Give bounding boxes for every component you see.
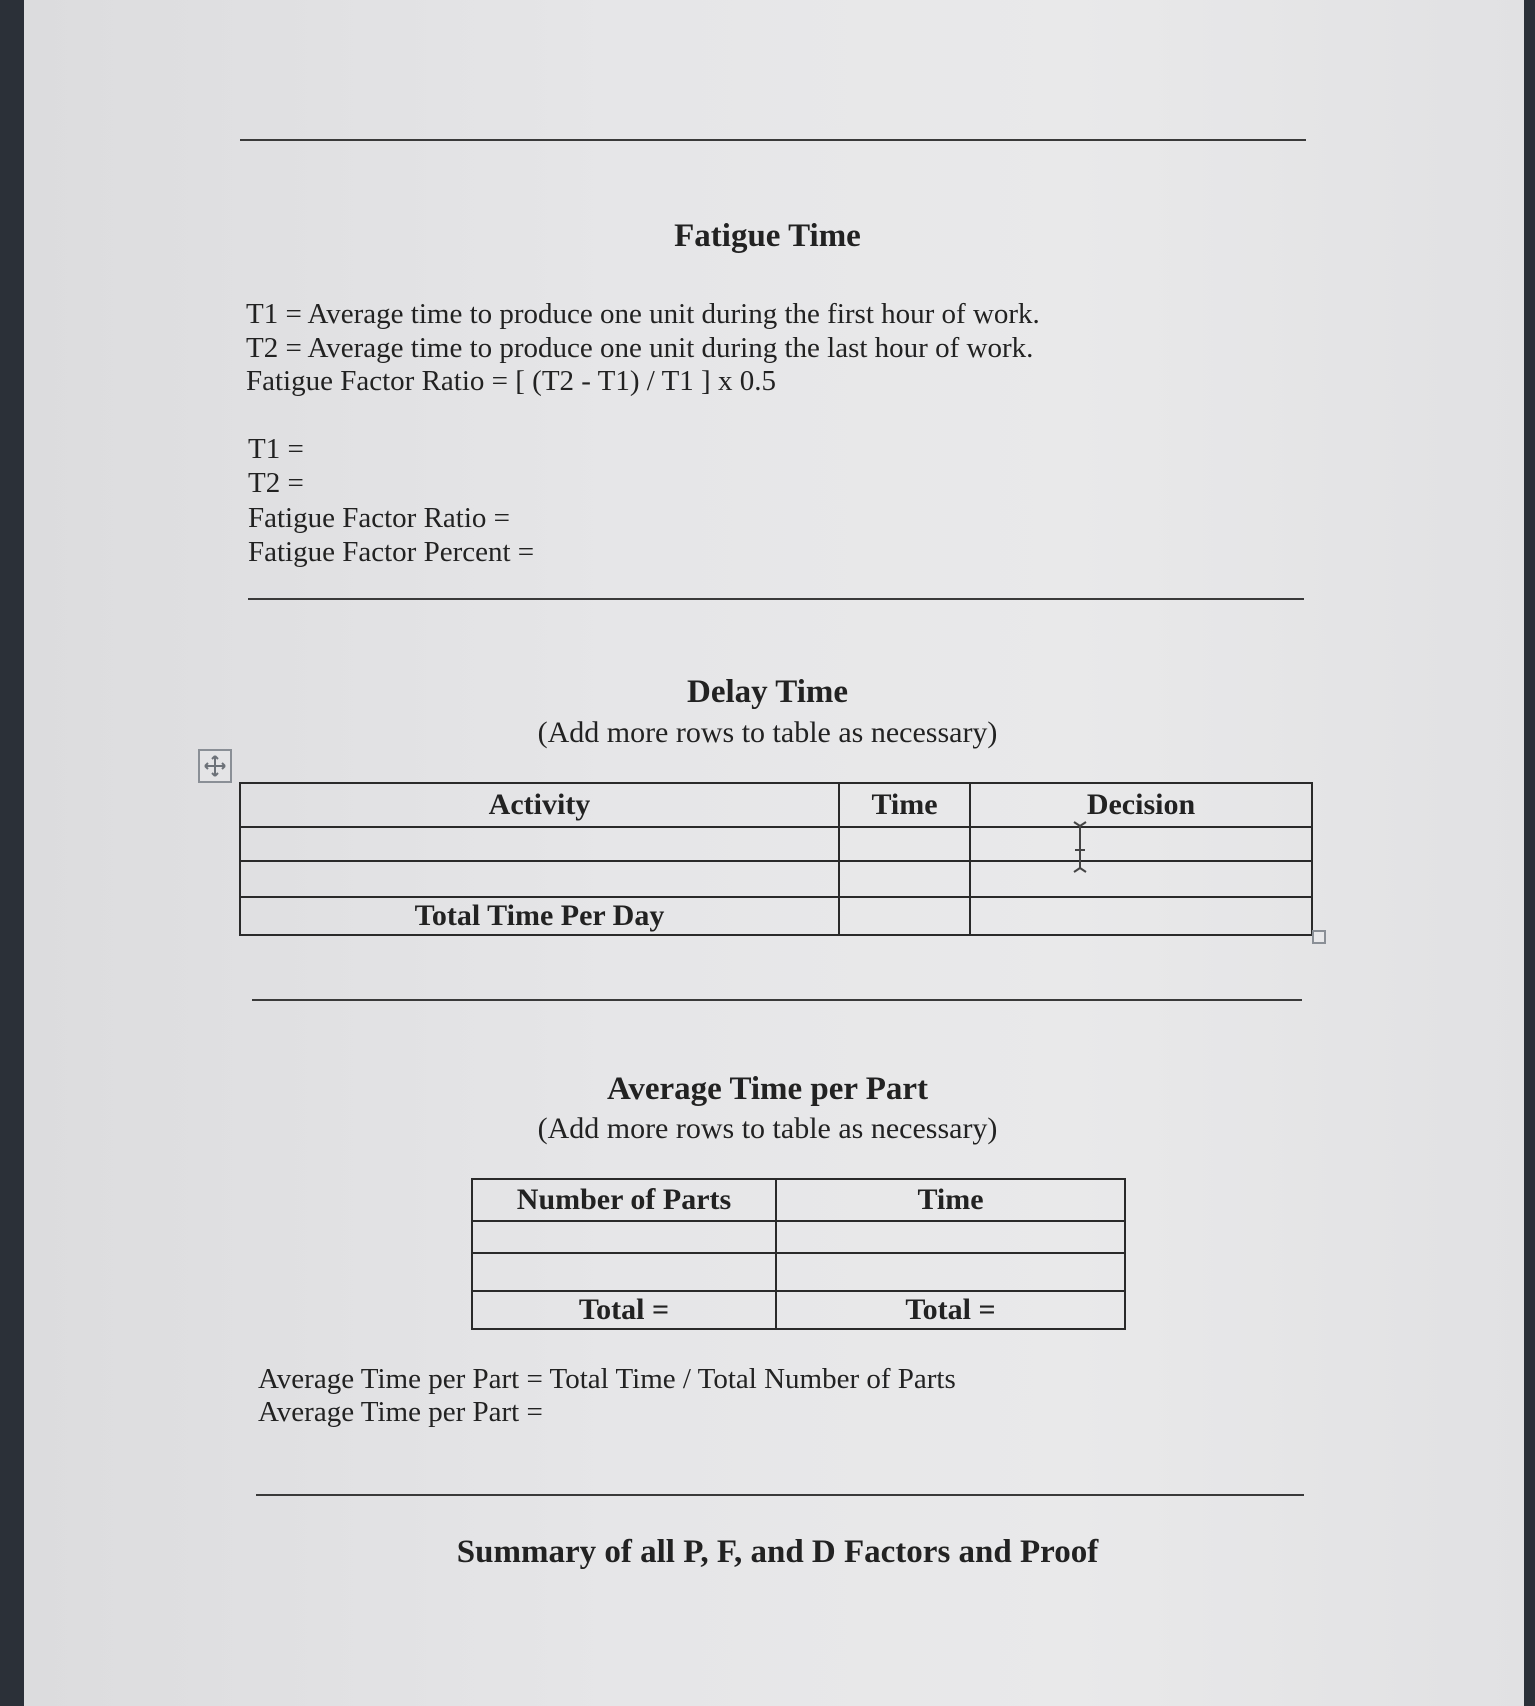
table-cell[interactable] (472, 1253, 776, 1291)
table-cell[interactable] (839, 897, 970, 935)
table-header-row (240, 783, 1312, 827)
total-time-per-day-label[interactable]: Total Time Per Day (240, 897, 839, 935)
average-time-formula: Average Time per Part = Total Time / Total Number of Parts (258, 1363, 956, 1395)
definition-t2: T2 = Average time to produce one unit during the last hour of work. (246, 332, 1034, 364)
average-time-table (471, 1178, 1126, 1330)
section-divider (256, 1494, 1304, 1496)
fatigue-time-heading: Fatigue Time (674, 218, 861, 254)
table-cell[interactable] (776, 1253, 1125, 1291)
header-activity[interactable]: Activity (240, 783, 839, 827)
field-fatigue-ratio[interactable]: Fatigue Factor Ratio = (248, 502, 511, 534)
definition-t1: T1 = Average time to produce one unit during the first hour of work. (246, 298, 1040, 330)
section-divider (240, 139, 1306, 141)
text-cursor-icon (1070, 820, 1096, 879)
header-time[interactable]: Time (839, 783, 970, 827)
table-cell[interactable] (839, 861, 970, 897)
table-row (240, 827, 1312, 861)
table-cell[interactable] (472, 1221, 776, 1253)
table-row (472, 1221, 1125, 1253)
field-average-time-per-part[interactable]: Average Time per Part = (258, 1396, 543, 1428)
table-move-handle-icon[interactable] (198, 749, 232, 783)
definition-fatigue-ratio: Fatigue Factor Ratio = [ (T2 - T1) / T1 ] x 0.5 (246, 365, 776, 397)
delay-time-subtitle: (Add more rows to table as necessary) (537, 716, 998, 749)
delay-time-table (239, 782, 1313, 936)
field-fatigue-percent[interactable]: Fatigue Factor Percent = (248, 536, 535, 568)
table-cell[interactable] (240, 861, 839, 897)
table-row (240, 861, 1312, 897)
table-resize-handle-icon[interactable] (1312, 930, 1326, 944)
table-cell[interactable] (839, 827, 970, 861)
total-time-label[interactable]: Total = (776, 1291, 1125, 1329)
table-header-row (472, 1179, 1125, 1221)
section-divider (248, 598, 1304, 600)
table-total-row (240, 897, 1312, 935)
table-total-row (472, 1291, 1125, 1329)
table-cell[interactable] (970, 861, 1312, 897)
header-time[interactable]: Time (776, 1179, 1125, 1221)
summary-heading: Summary of all P, F, and D Factors and Proof (456, 1534, 1099, 1570)
average-time-subtitle: (Add more rows to table as necessary) (537, 1112, 998, 1145)
total-parts-label[interactable]: Total = (472, 1291, 776, 1329)
field-t1[interactable]: T1 = (248, 433, 304, 465)
table-cell[interactable] (240, 827, 839, 861)
table-cell[interactable] (970, 827, 1312, 861)
section-divider (252, 999, 1302, 1001)
table-cell[interactable] (776, 1221, 1125, 1253)
table-cell[interactable] (970, 897, 1312, 935)
table-row (472, 1253, 1125, 1291)
header-decision[interactable]: Decision (970, 783, 1312, 827)
field-t2[interactable]: T2 = (248, 467, 304, 499)
header-number-of-parts[interactable]: Number of Parts (472, 1179, 776, 1221)
average-time-heading: Average Time per Part (606, 1071, 929, 1107)
delay-time-heading: Delay Time (686, 674, 849, 710)
